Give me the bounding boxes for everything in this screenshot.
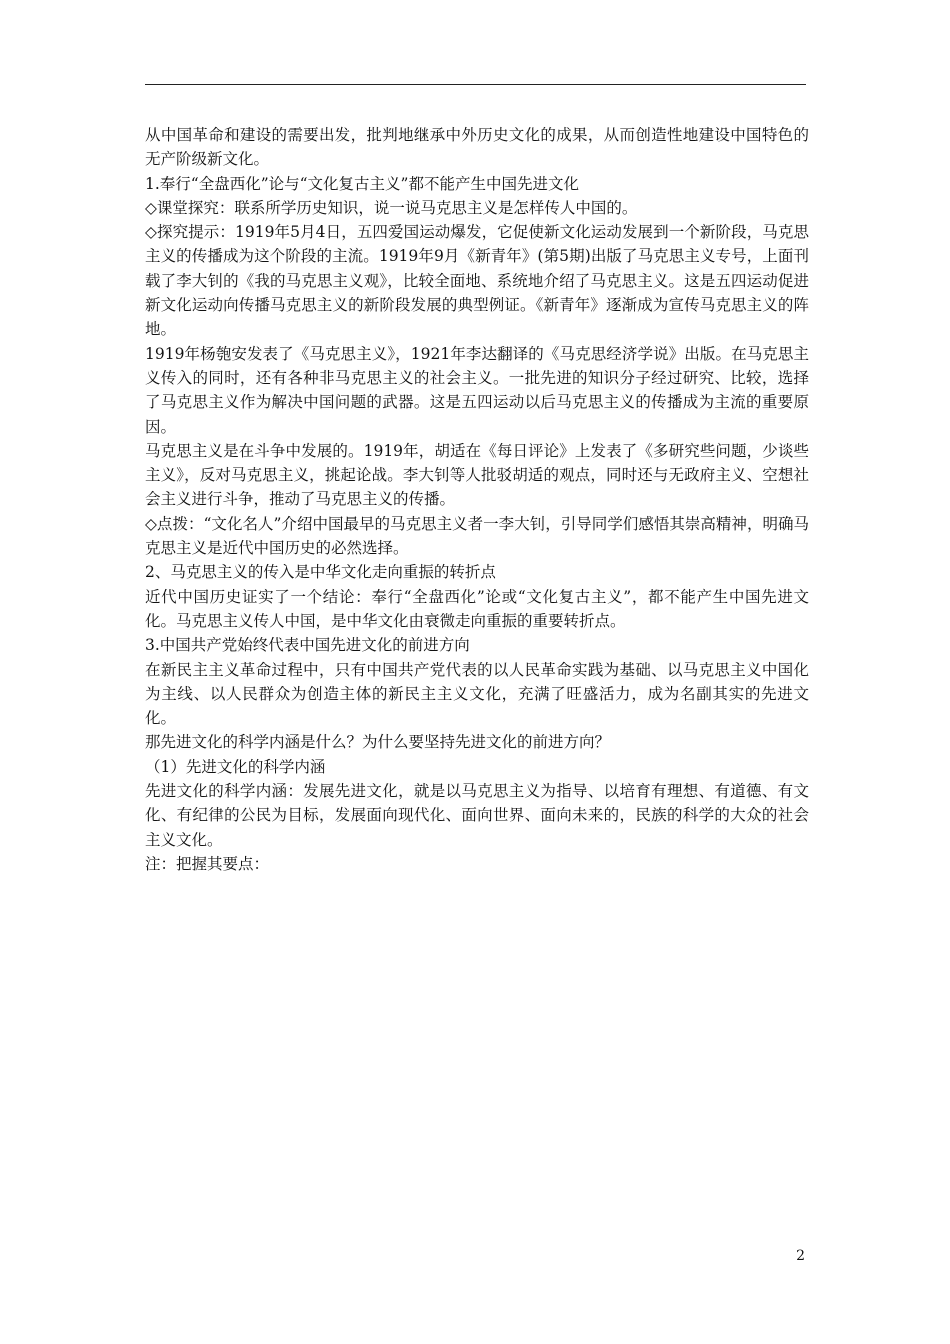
sub-heading: （1）先进文化的科学内涵 — [145, 757, 326, 776]
paragraph: ◇点拨：“文化名人”介绍中国最早的马克思主义者一李大钊，引导同学们感悟其崇高精神，明确马克思主义是近代中国历史的必然选择。 — [145, 514, 809, 558]
paragraph: ◇课堂探究：联系所学历史知识，说一说马克思主义是怎样传人中国的。 — [145, 198, 638, 217]
paragraph: 从中国革命和建设的需要出发，批判地继承中外历史文化的成果，从而创造性地建设中国特色的无产阶级新文化。 — [145, 126, 809, 169]
page-number: 2 — [796, 1248, 805, 1264]
paragraph: 近代中国历史证实了一个结论：奉行“全盘西化”论或“文化复古主义”，都不能产生中国先进文化。马克思主义传人中国，是中华文化由衰微走向重振的重要转折点。 — [145, 587, 809, 630]
paragraph: 那先进文化的科学内涵是什么？为什么要坚持先进文化的前进方向？ — [145, 733, 611, 752]
paragraph: 注：把握其要点： — [145, 854, 270, 873]
section-heading: 3.中国共产党始终代表中国先进文化的前进方向 — [145, 636, 470, 655]
section-heading: 1.奉行“全盘西化”论与“文化复古主义”都不能产生中国先进文化 — [145, 174, 579, 193]
paragraph: 先进文化的科学内涵：发展先进文化，就是以马克思主义为指导、以培育有理想、有道德、有文化、有纪律的公民为目标，发展面向现代化、面向世界、面向未来的，民族的科学的大众的社会主义文化。 — [145, 782, 809, 849]
paragraph: 马克思主义是在斗争中发展的。1919年，胡适在《每日评论》上发表了《多研究些问题，少谈些主义》，反对马克思主义，挑起论战。李大钊等人批驳胡适的观点，同时还与无政府主义、空想社会主义进行斗争，推动了马克思主义的传播。 — [145, 441, 809, 509]
paragraph: 1919年杨匏安发表了《马克思主义》，1921年李达翻译的《马克思经济学说》出版。在马克思主义传入的同时，还有各种非马克思主义的社会主义。一批先进的知识分子经过研究、比较，选择了马克思主义作为解决中国问题的武器。这是五四运动以后马克思主义的传播成为主流的重要原因。 — [145, 344, 809, 436]
paragraph: ◇探究提示：1919年5月4日，五四爱国运动爆发，它促使新文化运动发展到一个新阶段，马克思主义的传播成为这个阶段的主流。1919年9月《新青年》(第5期)出版了马克思主义专号，上面刊载了李大钊的《我的马克思主义观》，比较全面地、系统地介绍了马克思主义。这是五四运动促进新文化运动向传播马克思主义的新阶段发展的典型例证。《新青年》逐渐成为宣传马克思主义的阵地。 — [145, 223, 809, 339]
section-heading: 2、马克思主义的传入是中华文化走向重振的转折点 — [145, 563, 496, 582]
document-body — [145, 123, 809, 876]
header-rule — [145, 84, 806, 85]
paragraph: 在新民主主义革命过程中，只有中国共产党代表的以人民革命实践为基础、以马克思主义中国化为主线、以人民群众为创造主体的新民主主义文化，充满了旺盛活力，成为名副其实的先进文化。 — [145, 660, 809, 728]
